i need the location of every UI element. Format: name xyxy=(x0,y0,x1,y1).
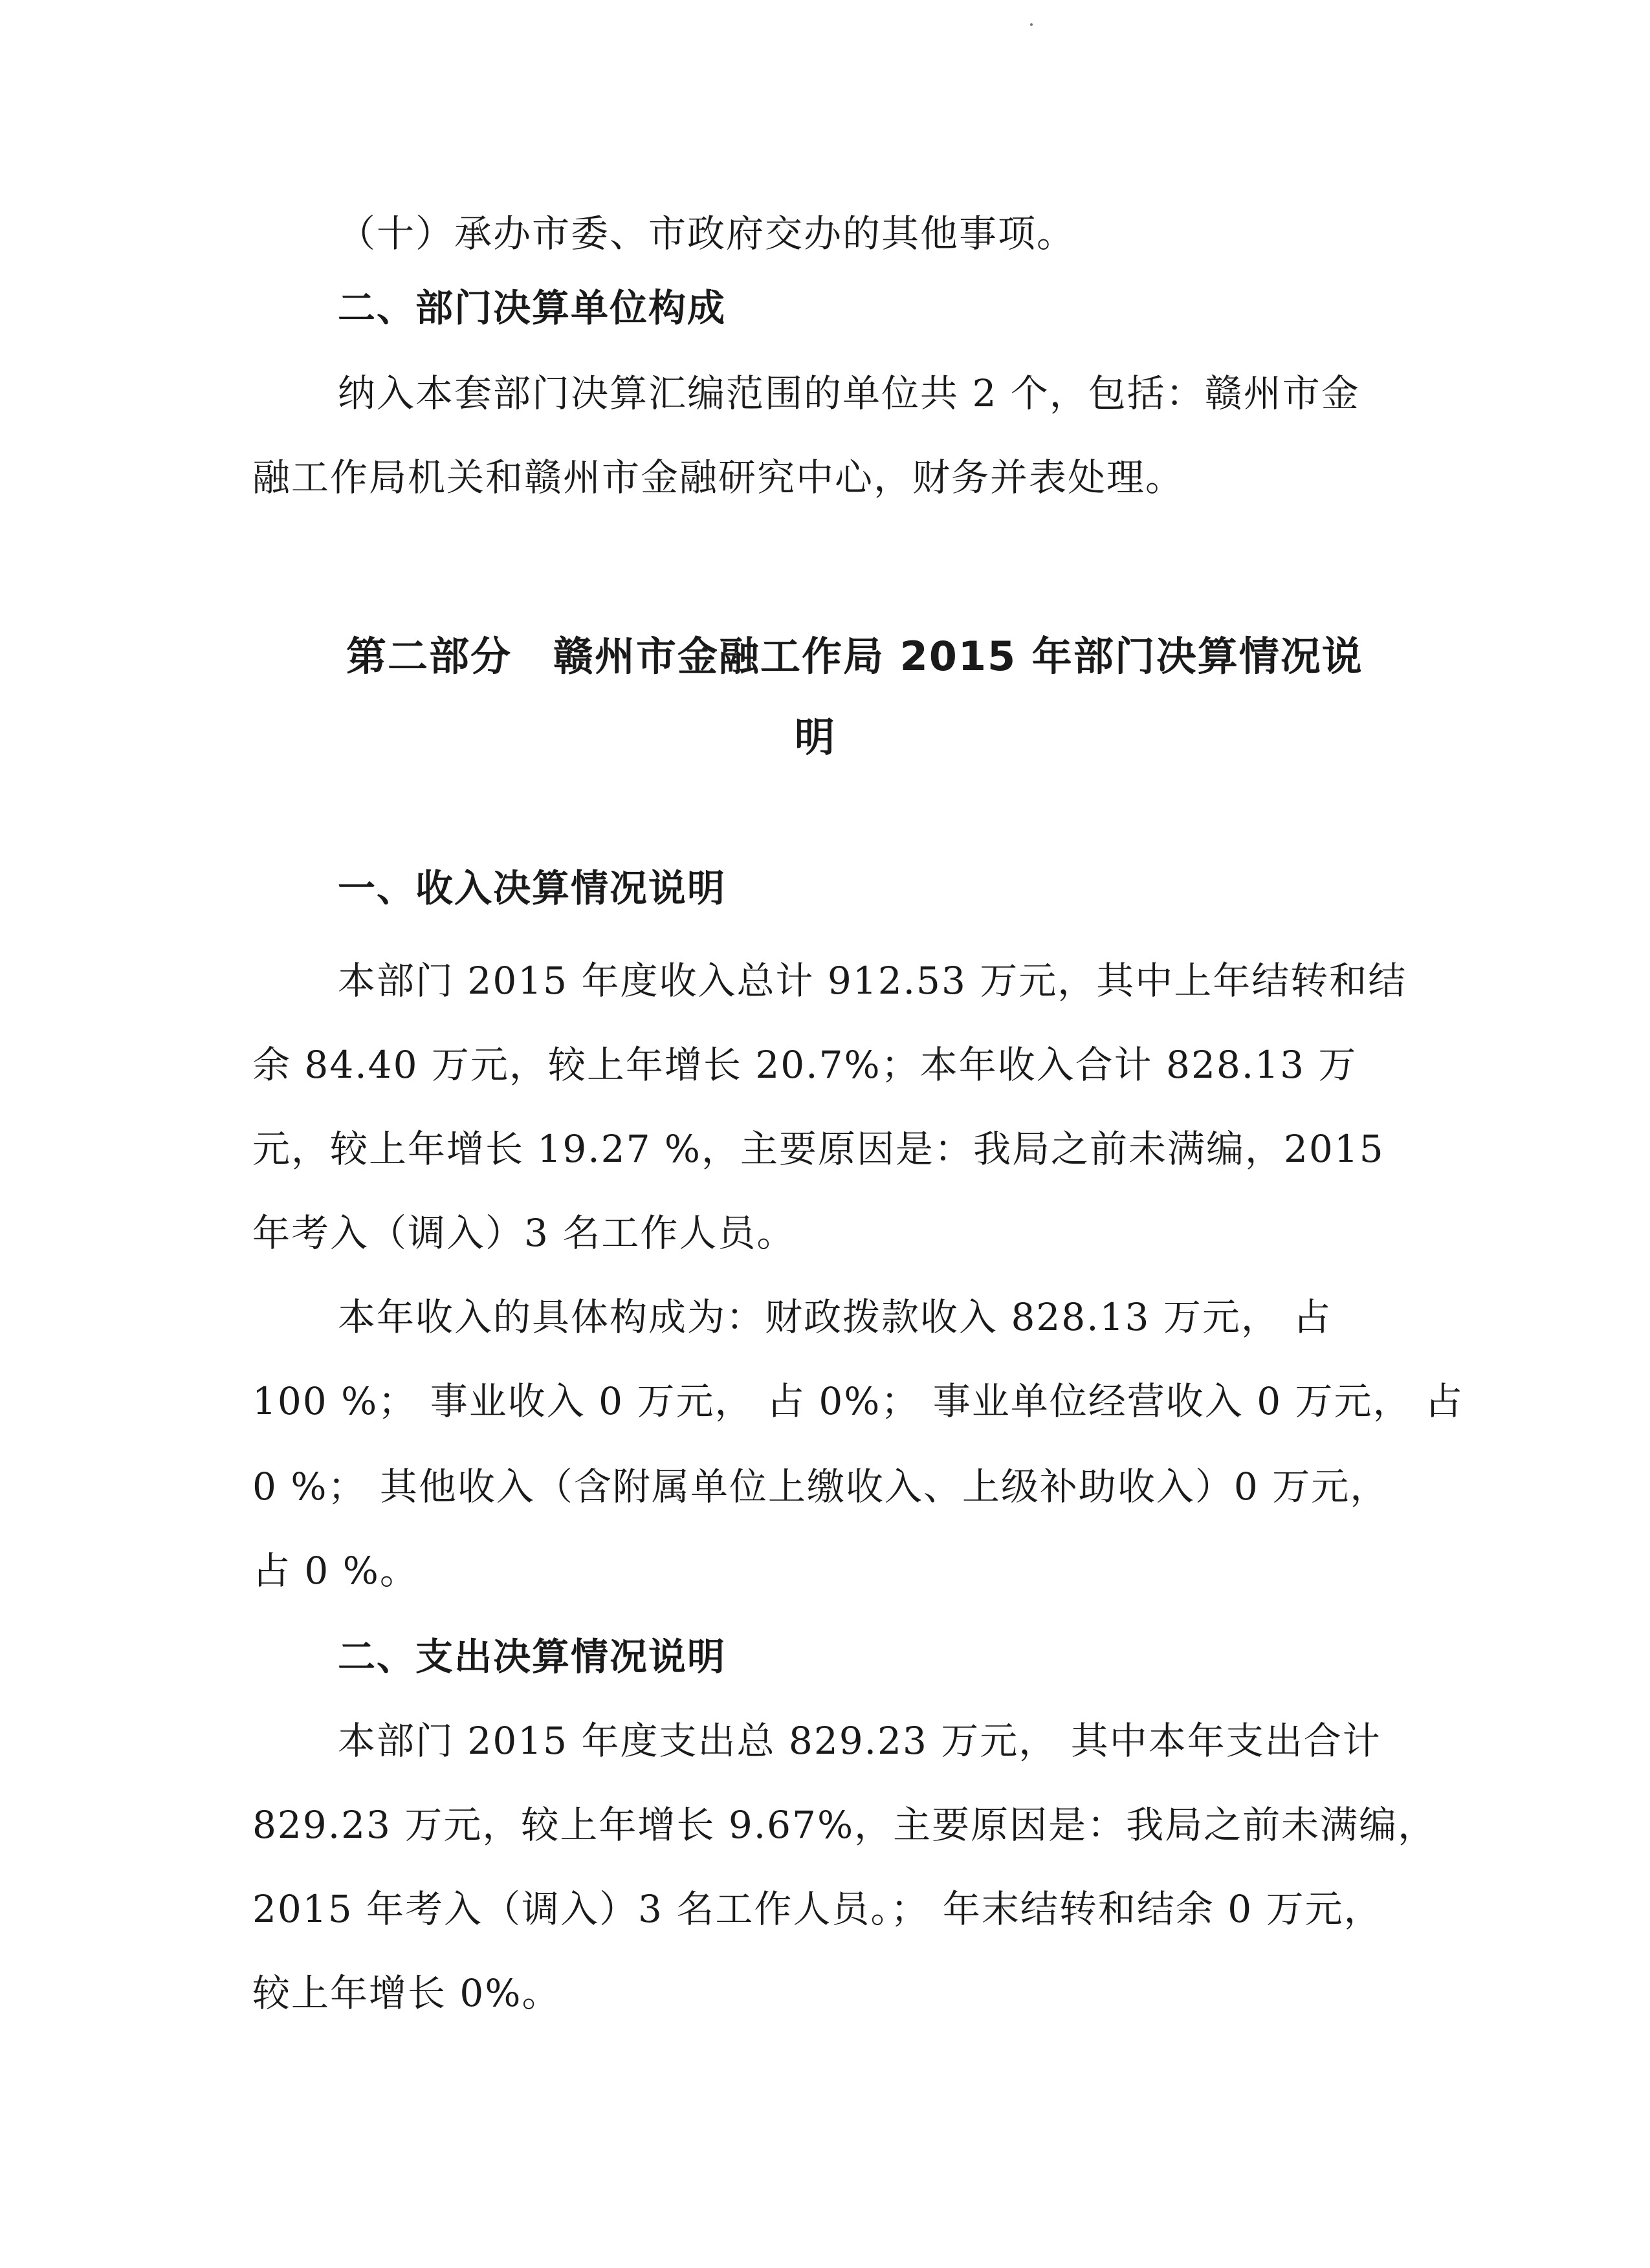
income-para2-line-2: 100 %； 事业收入 0 万元， 占 0%； 事业单位经营收入 0 万元， 占 xyxy=(252,1379,1464,1423)
expenditure-heading: 二、支出决算情况说明 xyxy=(338,1635,727,1679)
section-two-para-line-1: 纳入本套部门决算汇编范围的单位共 2 个，包括：赣州市金 xyxy=(338,371,1360,415)
expenditure-para1-line-1: 本部门 2015 年度支出总 829.23 万元， 其中本年支出合计 xyxy=(338,1719,1381,1763)
income-para1-line-2: 余 84.40 万元，较上年增长 20.7%；本年收入合计 828.13 万 xyxy=(252,1043,1358,1087)
section-two-heading: 二、部门决算单位构成 xyxy=(338,286,727,330)
income-para2-line-3: 0 %； 其他收入（含附属单位上缴收入、上级补助收入）0 万元， xyxy=(252,1465,1389,1509)
item-ten-text: （十）承办市委、市政府交办的其他事项。 xyxy=(338,212,1076,256)
income-para2-line-4: 占 0 %。 xyxy=(252,1549,419,1593)
income-para2-line-1: 本年收入的具体构成为：财政拨款收入 828.13 万元， 占 xyxy=(338,1295,1332,1339)
expenditure-para1-line-4: 较上年增长 0%。 xyxy=(252,1971,561,2015)
income-para1-line-3: 元，较上年增长 19.27 %，主要原因是：我局之前未满编，2015 xyxy=(252,1127,1385,1171)
section-two-para-line-2: 融工作局机关和赣州市金融研究中心，财务并表处理。 xyxy=(252,455,1185,499)
part-two-title-line-1: 第二部分 赣州市金融工作局 2015 年部门决算情况说 xyxy=(346,633,1363,680)
part-two-title-line-2: 明 xyxy=(795,714,837,761)
income-para1-line-1: 本部门 2015 年度收入总计 912.53 万元，其中上年结转和结 xyxy=(338,959,1407,1003)
income-para1-line-4: 年考入（调入）3 名工作人员。 xyxy=(252,1211,796,1255)
expenditure-para1-line-2: 829.23 万元，较上年增长 9.67%，主要原因是：我局之前未满编， xyxy=(252,1803,1437,1847)
income-heading: 一、收入决算情况说明 xyxy=(338,866,727,910)
scan-speck xyxy=(1030,23,1033,26)
expenditure-para1-line-3: 2015 年考入（调入）3 名工作人员。； 年末结转和结余 0 万元， xyxy=(252,1887,1383,1931)
